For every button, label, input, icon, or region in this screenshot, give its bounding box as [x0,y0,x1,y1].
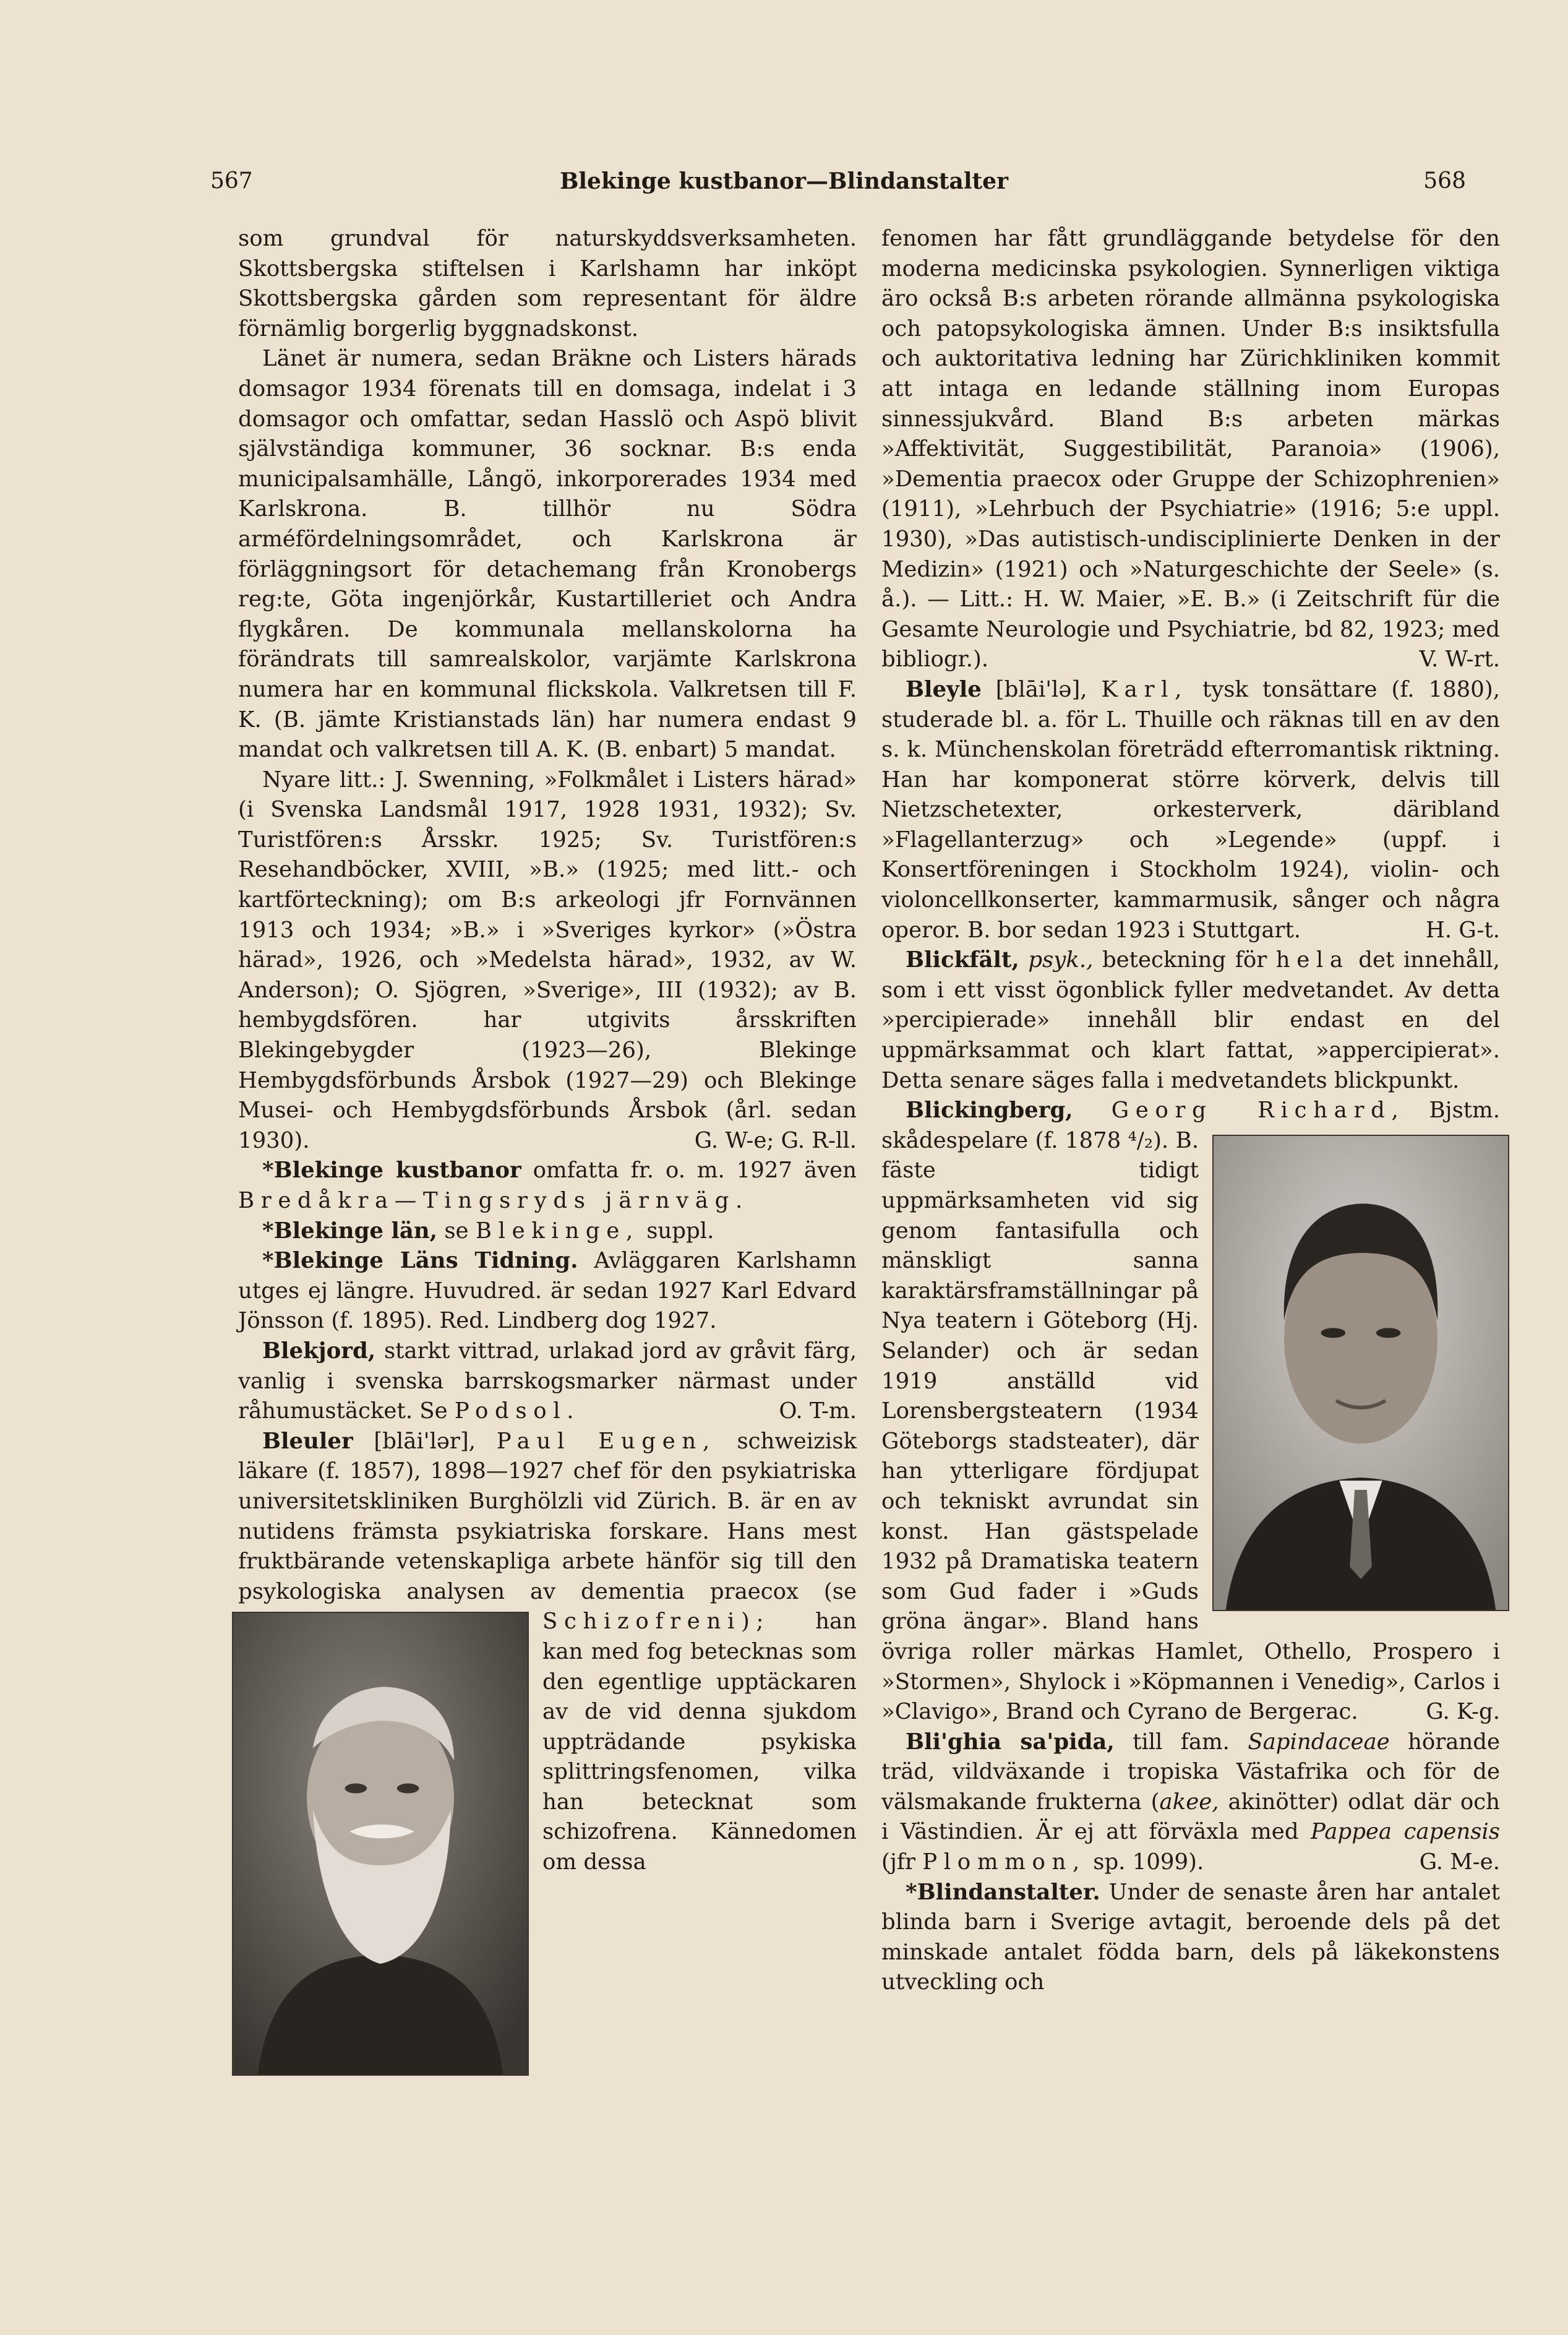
entry-blekinge-lans-tidning [238,1246,857,1336]
entry-blindanstalter [881,1878,1500,1998]
pronunciation: [blāi'lər], [374,1428,476,1454]
taxon-name: Sapindaceae [1248,1729,1390,1755]
signature: Bjstm. [1429,1098,1500,1124]
headword: *Blekinge Läns Tidning. [262,1248,578,1274]
entry-text: omfatta fr. o. m. 1927 även [533,1158,857,1184]
entry-blekjord [238,1336,857,1427]
entry-text: skådespelare (f. 1878 [881,1127,1121,1153]
page-number-right: 568 [1423,168,1466,194]
entry-text: (jfr [881,1849,915,1875]
signature: G. W-e; G. R-ll. [694,1127,857,1153]
headword: Bleuler [262,1428,353,1454]
headword: Bli'ghia sa'pida, [906,1729,1115,1755]
entry-text: suppl. [646,1218,714,1244]
entry-blekinge-kustbanor [238,1156,857,1216]
entry-text: schweizisk läkare (f. 1857), 1898—1927 chef för den psykiatriska universitetskliniken Burghölzli vid Zürich. B. är en av nutidens främsta psykiatriska forskare. Hans mest fruktbärande vetenskapliga arbete hänför sig till den psykologiska analysen av dementia praecox (se [238,1428,857,1604]
left-column [238,224,857,2078]
signature: G. K-g. [1426,1699,1500,1725]
headword: Blickfält, [906,947,1019,973]
entry-text: Under de senaste åren har antalet blinda barn i Sverige avtagit, beroende dels på det minskade antalet födda barn, dels på läkekonstens utveckling och [881,1879,1500,1995]
entry-text: det innehåll, som i ett visst ögonblick fyller medvetandet. Av detta »percipierade» innehåll blir endast en del uppmärksammat och klart fattat, »appercipierat». Detta senare säges falla i medvetandets blickpunkt. [881,947,1500,1093]
birth-date: ⁴/₂). [1128,1127,1169,1153]
paragraph: Länet är numera, sedan Bräkne och Listers härads domsagor 1934 förenats till en domsaga, indelat i 3 domsagor och omfattar, sedan Hasslö och Aspö blivit självständiga kommuner, 36 socknar. B:s enda municipalsamhälle, Långö, inkorporerades 1934 med Karlskrona. B. tillhör nu Södra arméfördelningsområdet, och Karlskrona är förläggningsort för detachemang från Kronobergs reg:te, Göta ingenjörkår, Kustartilleriet och Andra flygkåren. De kommunala mellanskolorna ha förändrats till samrealskolor, varjämte Karlskrona numera har en kommunal flickskola. Valkretsen till F. K. (B. jämte Kristianstads län) har numera endast 9 mandat och valkretsen till A. K. (B. enbart) 5 mandat. [238,346,857,763]
headword: *Blekinge län, [262,1218,438,1244]
headword: *Blekinge kustbanor [262,1158,521,1184]
entry-text: hörande träd, vildväxande i tropiska Västafrika och för de välsmakande frukterna ( [881,1729,1500,1815]
page-number-left: 567 [210,168,253,194]
entry-bleuler [238,1427,857,1878]
signature: O. T-m. [779,1398,857,1424]
person-name: Karl, [1101,676,1189,702]
paragraph: som grundval för naturskyddsverksamheten. Skottsbergska stiftelsen i Karlshamn har inköpt Skottsbergska gården som representant för äldre förnämlig borgerlig byggnadskonst. [238,226,857,342]
headword: *Blindanstalter. [906,1879,1100,1905]
entry-text: fenomen har fått grundläggande betydelse för den moderna medicinska psykologien. Synnerligen viktiga äro också B:s arbeten rörande allmänna psykologiska och patopsykologiska ämnen. Under B:s insiktsfulla och auktoritativa ledning har Zürichkliniken kommit att intaga en ledande ställning inom Europas sinnessjukvård. Bland B:s arbeten märkas »Affektivität, Suggestibilität, Paranoia» (1906), »Dementia praecox oder Gruppe der Schizophrenien» (1911), »Lehrbuch der Psychiatrie» (1916; 5:e uppl. 1930), »Das autistisch-undisciplinierte Denken in der Medizin» (1921) och »Naturgeschichte der Seele» (s. å.). — Litt.: H. W. Maier, »E. B.» (i Zeitschrift für die Gesamte Neurologie und Psychiatrie, bd 82, 1923; med bibliogr.). [881,226,1500,673]
signature: G. M-e. [1419,1849,1500,1875]
entry-text: till fam. [1133,1729,1230,1755]
entry-blekinge-lan [238,1216,857,1247]
entry-blickingberg [881,1096,1500,1727]
entry-bleyle [881,675,1500,945]
person-name: Georg Richard, [1111,1098,1405,1124]
spaced-reference: Blekinge, [475,1218,640,1244]
spaced-reference: Podsol. [454,1398,581,1424]
entry-text: sp. 1099). [1093,1849,1204,1875]
literature-text: Nyare litt.: J. Swenning, »Folkmålet i Listers härad» (i Svenska Landsmål 1917, 1928 1931, 1932); Sv. Turistfören:s Årsskr. 1925; Sv. Turistfören:s Resehandböcker, XVIII, »B.» (1925; med litt.- och kartförteckning); om B:s arkeologi jfr Fornvännen 1913 och 1934; »B.» i »Sveriges kyrkor» (»Östra härad», 1926, och »Medelsta härad», 1932, av W. Anderson); O. Sjögren, »Sverige», III (1932); av B. hembygdsfören. har utgivits årsskriften Blekingebygder (1923—26), Blekinge Hembygdsförbunds Årsbok (1927—29) och Blekinge Musei- och Hembygdsförbunds Årsbok (årl. sedan 1930). [238,767,857,1153]
taxon-name: Pappea capensis [1311,1819,1500,1845]
headword: Blekjord, [262,1338,376,1364]
spaced-word: hela [1275,947,1350,973]
blickingberg-portrait [1212,1135,1509,1611]
entry-text: starkt vittrad, urlakad jord av gråvit färg, vanlig i svenska barrskogsmarker närmast under råhumustäcket. Se [238,1338,857,1424]
entry-text: B. fäste tidigt uppmärksamheten vid sig genom fantasifulla och mänskligt sanna karaktärsframställningar på Nya teatern i Göteborg (Hj. Selander) och är sedan 1919 anställd vid Lorensbergsteatern (1934 Göteborgs stadsteater), där han ytterligare fördjupat och tekniskt avrundat sin konst. Han gästspelade 1932 på Dramatiska teatern som Gud fader i »Guds gröna ängar». Bland hans övriga roller märkas Hamlet, Othello, Prospero i »Stormen», Shylock i »Köpmannen i Venedig», Carlos i »Clavigo», Brand och Cyrano de Bergerac. [881,1127,1500,1725]
signature: H. G-t. [1425,917,1500,943]
pronunciation: [blāi'lə], [995,676,1087,702]
bleuler-portrait [232,1612,529,2076]
headword: Bleyle [906,676,982,702]
entry-text: han kan med fog betecknas som den egentlige upptäckaren av de vid denna sjukdom uppträdande psykiska splittringsfenomen, vilka han betecknat som schizofrena. Kännedomen om dessa [542,1609,857,1875]
person-name: Paul Eugen, [496,1428,716,1454]
right-column [881,224,1500,1998]
entry-text: se [444,1218,469,1244]
entry-text: beteckning för [1102,947,1267,973]
signature: V. W-rt. [1419,647,1500,673]
running-head: Blekinge kustbanor—Blindanstalter [559,168,1009,194]
entry-blighia [881,1727,1500,1878]
paragraph [238,765,857,1156]
entry-text: Avläggaren Karlshamn utges ej längre. Huvudred. är sedan 1927 Karl Edvard Jönsson (f. 1895). Red. Lindberg dog 1927. [238,1248,857,1334]
spaced-reference: Bredåkra—Tingsryds järnväg. [238,1188,749,1213]
abbreviation: psyk., [1028,947,1094,973]
headword: Blickingberg, [906,1098,1073,1124]
paragraph [881,224,1500,675]
entry-text: akinötter) odlat där och i Västindien. Är ej att förväxla med [881,1789,1501,1845]
spaced-reference: Schizofreni); [542,1609,771,1635]
spaced-reference: Plommon, [922,1849,1086,1875]
common-name: akee, [1159,1789,1219,1815]
entry-text: tysk tonsättare (f. 1880), studerade bl. a. för L. Thuille och räknas till en av den s. k. Münchenskolan företrädd efterromantisk riktning. Han har komponerat större körverk, delvis till Nietzschetexter, orkesterverk, däribland »Flagellanterzug» och »Legende» (uppf. i Konsertföreningen i Stockholm 1924), violin- och violoncellkonserter, kammarmusik, sånger och några operor. B. bor sedan 1923 i Stuttgart. [881,676,1500,943]
